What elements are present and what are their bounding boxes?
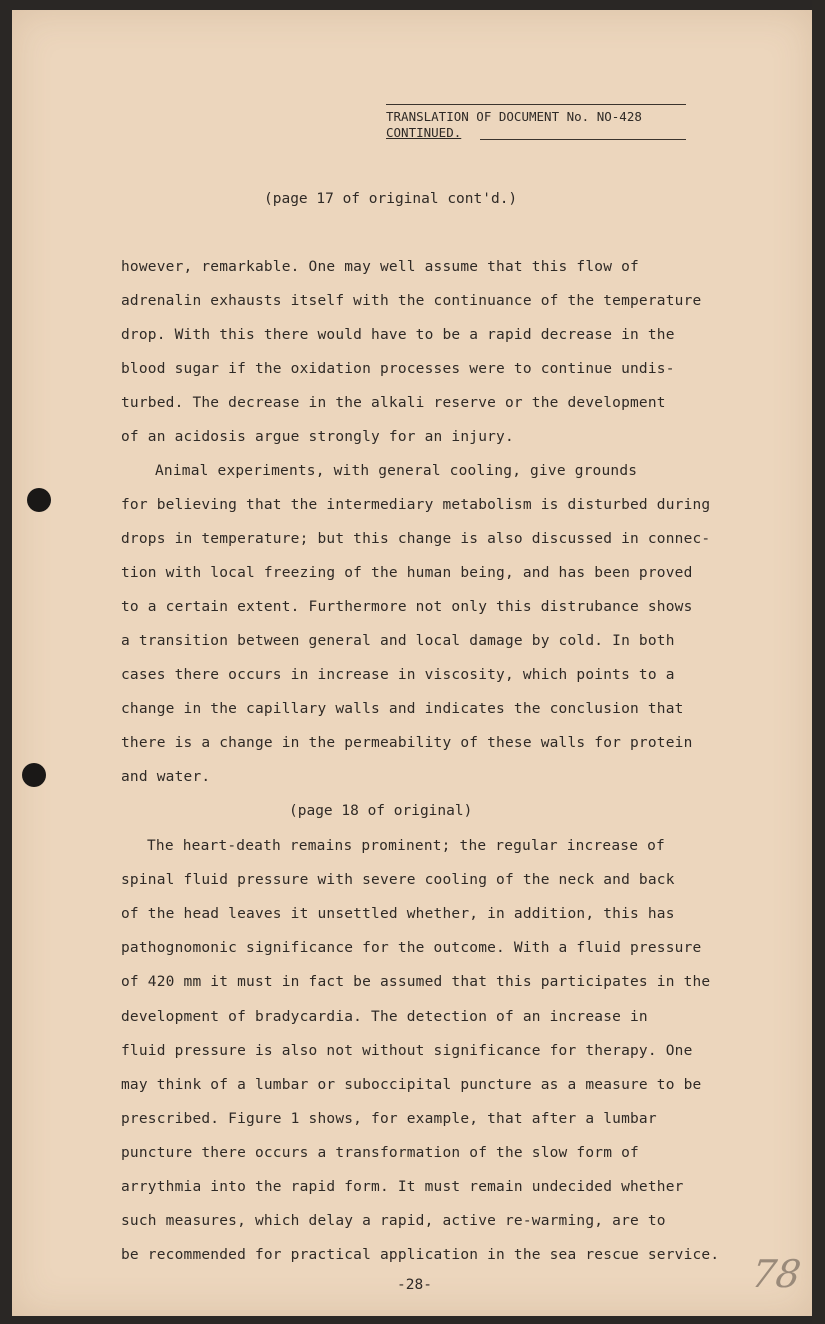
para1-line: blood sugar if the oxidation processes were to continue undis-	[121, 361, 675, 377]
para2-line: drops in temperature; but this change is also discussed in connec-	[121, 531, 711, 547]
page-17-note: (page 17 of original cont'd.)	[264, 191, 518, 207]
punch-hole-upper	[27, 488, 51, 512]
para2-line: for believing that the intermediary metabolism is disturbed during	[121, 497, 711, 513]
page-18-note: (page 18 of original)	[289, 803, 473, 819]
para2-line: tion with local freezing of the human being, and has been proved	[121, 565, 693, 581]
para3-line: puncture there occurs a transformation of the slow form of	[121, 1144, 639, 1161]
para2-line: a transition between general and local damage by cold. In both	[121, 633, 675, 649]
para3-line: arrythmia into the rapid form. It must remain undecided whether	[121, 1179, 684, 1195]
para3-line: development of bradycardia. The detection of an increase in	[121, 1008, 648, 1025]
para2-line: change in the capillary walls and indicates the conclusion that	[121, 701, 684, 717]
scan-edge	[812, 0, 825, 1324]
punch-hole-lower	[22, 763, 46, 787]
handwritten-page-mark: 78	[748, 1252, 804, 1296]
para1-line: drop. With this there would have to be a rapid decrease in the	[121, 327, 675, 343]
para3-line: The heart-death remains prominent; the regular increase of	[147, 838, 665, 854]
para3-line: prescribed. Figure 1 shows, for example, that after a lumbar	[121, 1110, 657, 1127]
para3-line: pathognomonic significance for the outcome. With a fluid pressure	[121, 940, 702, 957]
page-number: -28-	[397, 1277, 432, 1293]
para3-line: may think of a lumbar or suboccipital puncture as a measure to be	[121, 1076, 702, 1093]
para2-line: to a certain extent. Furthermore not only this distrubance shows	[121, 599, 693, 615]
header-rule-top	[386, 104, 686, 105]
para2-line: and water.	[121, 769, 211, 785]
header-rule-bottom	[480, 139, 686, 140]
header-line-1: TRANSLATION OF DOCUMENT No. NO-428	[386, 109, 642, 124]
header-line-2: CONTINUED.	[386, 125, 462, 140]
para3-line: such measures, which delay a rapid, active re-warming, are to	[121, 1213, 666, 1230]
para3-line: fluid pressure is also not without significance for therapy. One	[121, 1042, 693, 1059]
para3-line: of 420 mm it must in fact be assumed that this participates in the	[121, 974, 711, 991]
para3-line: of the head leaves it unsettled whether, in addition, this has	[121, 906, 675, 923]
para1-line: of an acidosis argue strongly for an injury.	[121, 429, 514, 445]
para3-line: spinal fluid pressure with severe cooling of the neck and back	[121, 872, 675, 889]
para2-line: cases there occurs in increase in viscosity, which points to a	[121, 667, 675, 683]
para2-line: there is a change in the permeability of these walls for protein	[121, 735, 693, 751]
para3-line: be recommended for practical application in the sea rescue service.	[121, 1247, 720, 1264]
para1-line: adrenalin exhausts itself with the continuance of the temperature	[121, 293, 702, 309]
para1-line: however, remarkable. One may well assume that this flow of	[121, 259, 639, 275]
para2-line: Animal experiments, with general cooling, give grounds	[155, 463, 638, 479]
para1-line: turbed. The decrease in the alkali reserve or the development	[121, 395, 666, 411]
